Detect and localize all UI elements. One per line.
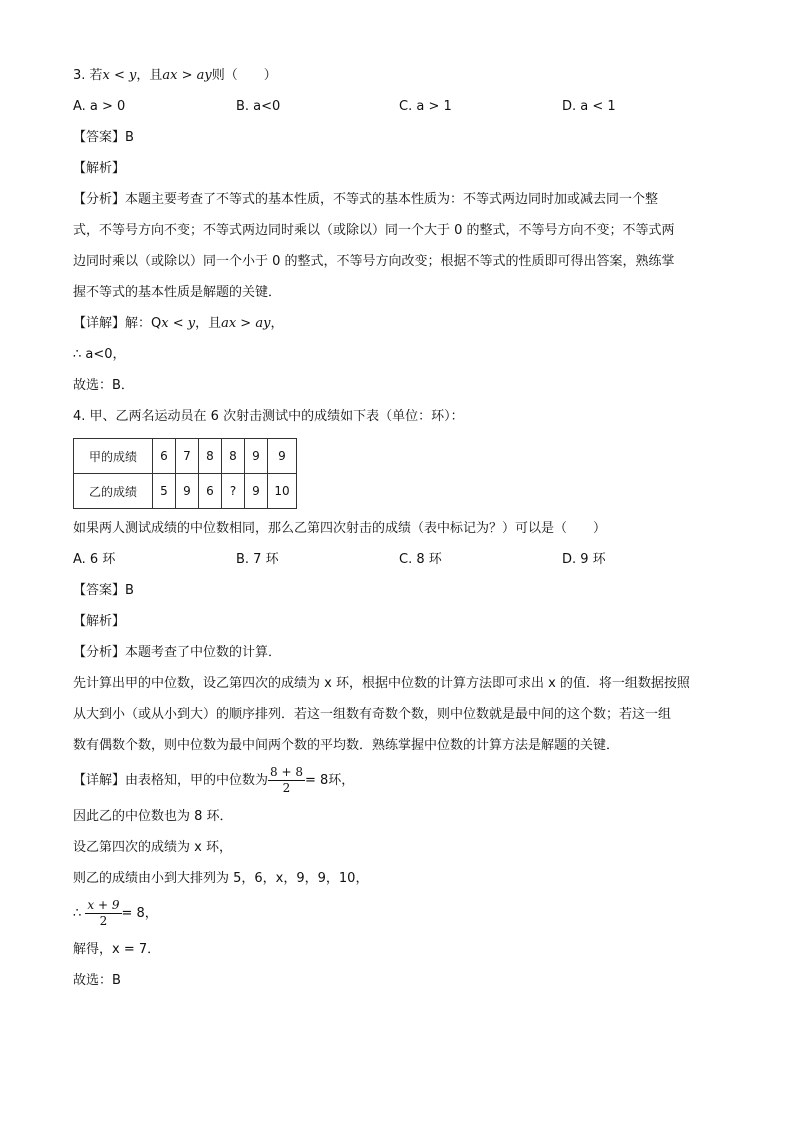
q4-paragraph-line-2: 从大到小（或从小到大）的顺序排列．若这一组数有奇数个数，则中位数就是最中间的这个数；若这一组 xyxy=(73,707,672,722)
fraction-numerator: x + 9 xyxy=(87,898,120,912)
q3-detail-prefix: 【详解】解：Q xyxy=(73,316,162,331)
q4-line-4: 则乙的成绩由小到大排列为 5，6，x，9，9，10， xyxy=(73,871,369,886)
q3-detail xyxy=(73,308,733,339)
therefore-symbol: ∴ xyxy=(73,906,82,921)
q3-therefore: ∴ a<0， xyxy=(73,347,126,362)
q3-detail-condition-2: ax > ay xyxy=(221,316,271,331)
table-row xyxy=(74,439,297,474)
score-table xyxy=(73,438,297,509)
q3-fenxi-line-1: 【分析】本题主要考查了不等式的基本性质，不等式的基本性质为：不等式两边同时加或减去同一个整 xyxy=(73,192,659,207)
q3-answer: 【答案】B xyxy=(73,130,134,145)
q4-stem: 4. 甲、乙两名运动员在 6 次射击测试中的成绩如下表（单位：环）： xyxy=(73,409,464,424)
table-cell: 6 xyxy=(199,474,222,509)
q3-option-c: C. a > 1 xyxy=(399,99,452,114)
q3-options xyxy=(73,91,733,122)
table-cell: 8 xyxy=(222,439,245,474)
q4-question: 如果两人测试成绩的中位数相同，那么乙第四次射击的成绩（表中标记为？）可以是（ ） xyxy=(73,521,607,536)
q4-fenxi: 【分析】本题考查了中位数的计算． xyxy=(73,645,282,660)
q3-fenxi-line-4: 握不等式的基本性质是解题的关键． xyxy=(73,285,282,300)
q3-option-d: D. a < 1 xyxy=(562,99,616,114)
table-cell: 6 xyxy=(153,439,176,474)
equation-fraction xyxy=(85,898,121,929)
row-label-jia: 甲的成绩 xyxy=(74,439,153,474)
q3-choose: 故选：B． xyxy=(73,378,134,393)
q3-detail-condition-1: x < y xyxy=(161,316,196,331)
q4-line-3: 设乙第四次的成绩为 x 环， xyxy=(73,840,232,855)
q4-line-2: 因此乙的中位数也为 8 环． xyxy=(73,809,233,824)
q4-paragraph-line-3: 数有偶数个数，则中位数为最中间两个数的平均数．熟练掌握中位数的计算方法是解题的关键． xyxy=(73,738,620,753)
table-cell: 7 xyxy=(176,439,199,474)
q4-option-a: A. 6 环 xyxy=(73,552,116,567)
q3-condition-2: ax > ay xyxy=(162,68,212,83)
q4-analysis-title: 【解析】 xyxy=(73,614,126,629)
q3-analysis-title: 【解析】 xyxy=(73,161,126,176)
table-cell: 9 xyxy=(245,439,268,474)
q3-detail-suffix: ， xyxy=(270,316,284,331)
q3-option-b: B. a<0 xyxy=(236,99,281,114)
table-cell: 9 xyxy=(268,439,297,474)
q3-stem-mid: ，且 xyxy=(136,68,163,83)
q4-options xyxy=(73,544,733,575)
table-cell: 8 xyxy=(199,439,222,474)
table-cell: 9 xyxy=(176,474,199,509)
fraction-numerator: 8 + 8 xyxy=(270,765,303,779)
q3-stem-prefix: 3. 若 xyxy=(73,68,103,83)
q3-fenxi-line-3: 边同时乘以（或除以）同一个小于 0 的整式，不等号方向改变；根据不等式的性质即可得出答案，熟练掌 xyxy=(73,254,675,269)
q3-option-a: A. a > 0 xyxy=(73,99,126,114)
row-label-yi: 乙的成绩 xyxy=(74,474,153,509)
table-cell: 5 xyxy=(153,474,176,509)
table-cell: 10 xyxy=(268,474,297,509)
table-row xyxy=(74,474,297,509)
q4-solve: 解得，x = 7． xyxy=(73,942,161,957)
q4-paragraph-line-1: 先计算出甲的中位数，设乙第四次的成绩为 x 环，根据中位数的计算方法即可求出 x 的值．将一组数据按照 xyxy=(73,676,690,691)
q4-option-d: D. 9 环 xyxy=(562,552,606,567)
document-page xyxy=(73,60,733,996)
q4-option-b: B. 7 环 xyxy=(236,552,279,567)
q4-choose: 故选：B xyxy=(73,973,121,988)
fraction-denominator: 2 xyxy=(282,781,291,795)
unknown-score-cell: ? xyxy=(222,474,245,509)
q4-detail-prefix: 【详解】由表格知，甲的中位数为 xyxy=(73,773,269,788)
q4-answer: 【答案】B xyxy=(73,583,134,598)
q4-detail-suffix: = 8环， xyxy=(304,773,355,788)
q3-stem-suffix: 则（ ） xyxy=(211,68,277,83)
table-cell: 9 xyxy=(245,474,268,509)
q3-condition-1: x < y xyxy=(102,68,137,83)
equation-tail: = 8， xyxy=(121,906,158,921)
q3-detail-mid: ，且 xyxy=(195,316,222,331)
q3-fenxi-line-2: 式，不等号方向不变；不等式两边同时乘以（或除以）同一个大于 0 的整式，不等号方向不变；不等式两 xyxy=(73,223,675,238)
median-fraction xyxy=(268,765,305,796)
q4-option-c: C. 8 环 xyxy=(399,552,442,567)
fraction-denominator: 2 xyxy=(99,914,108,928)
q3-stem xyxy=(73,60,733,91)
q4-detail xyxy=(73,761,733,801)
q4-equation xyxy=(73,894,733,934)
